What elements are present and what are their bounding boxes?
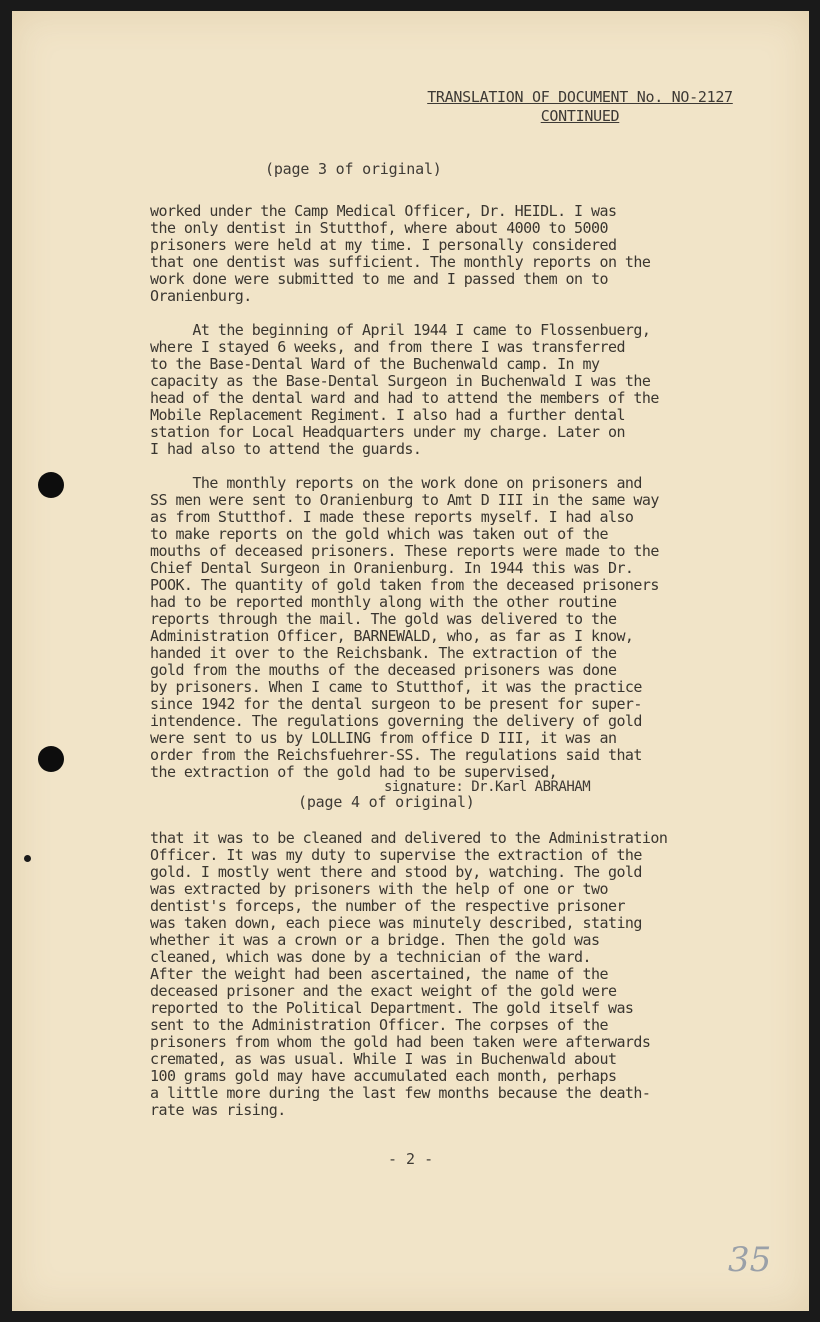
text-line: Chief Dental Surgeon in Oranienburg. In 1944 this was Dr. bbox=[150, 559, 634, 577]
text-line: a little more during the last few months because the death- bbox=[150, 1084, 651, 1102]
document-subtitle: CONTINUED bbox=[540, 107, 620, 125]
text-line: were sent to us by LOLLING from office D III, it was an bbox=[150, 729, 617, 747]
text-line: gold. I mostly went there and stood by, watching. The gold bbox=[150, 863, 642, 881]
document-heading bbox=[385, 88, 775, 126]
text-line: intendence. The regulations governing the delivery of gold bbox=[150, 712, 642, 730]
text-line: head of the dental ward and had to attend the members of the bbox=[150, 389, 659, 407]
text-line: reported to the Political Department. The gold itself was bbox=[150, 999, 634, 1017]
document-title: TRANSLATION OF DOCUMENT No. NO-2127 bbox=[427, 88, 733, 106]
text-line: prisoners were held at my time. I personally considered bbox=[150, 236, 617, 254]
text-line: was extracted by prisoners with the help of one or two bbox=[150, 880, 608, 898]
text-line: The monthly reports on the work done on prisoners and bbox=[150, 474, 642, 492]
text-line: I had also to attend the guards. bbox=[150, 440, 422, 458]
page-number: - 2 - bbox=[388, 1150, 434, 1168]
text-line: gold from the mouths of the deceased prisoners was done bbox=[150, 661, 617, 679]
text-line: After the weight had been ascertained, the name of the bbox=[150, 965, 608, 983]
paragraph-3 bbox=[150, 475, 790, 781]
page-reference-3: (page 3 of original) bbox=[265, 160, 442, 178]
text-line: that it was to be cleaned and delivered to the Administration bbox=[150, 829, 668, 847]
text-line: to the Base-Dental Ward of the Buchenwald camp. In my bbox=[150, 355, 600, 373]
text-line: that one dentist was sufficient. The monthly reports on the bbox=[150, 253, 651, 271]
text-line: 100 grams gold may have accumulated each month, perhaps bbox=[150, 1067, 617, 1085]
text-line: as from Stutthof. I made these reports myself. I had also bbox=[150, 508, 634, 526]
text-line: Administration Officer, BARNEWALD, who, as far as I know, bbox=[150, 627, 634, 645]
text-line: was taken down, each piece was minutely described, stating bbox=[150, 914, 642, 932]
text-line: cremated, as was usual. While I was in Buchenwald about bbox=[150, 1050, 617, 1068]
punch-hole-bottom bbox=[38, 746, 64, 772]
text-line: At the beginning of April 1944 I came to Flossenbuerg, bbox=[150, 321, 651, 339]
page-reference-4: (page 4 of original) bbox=[298, 793, 475, 811]
text-line: reports through the mail. The gold was delivered to the bbox=[150, 610, 617, 628]
ink-speck bbox=[24, 855, 31, 862]
text-line: mouths of deceased prisoners. These reports were made to the bbox=[150, 542, 659, 560]
handwritten-folio-number: 35 bbox=[728, 1240, 772, 1280]
text-line: whether it was a crown or a bridge. Then the gold was bbox=[150, 931, 600, 949]
text-line: capacity as the Base-Dental Surgeon in Buchenwald I was the bbox=[150, 372, 651, 390]
text-line: worked under the Camp Medical Officer, Dr. HEIDL. I was bbox=[150, 202, 617, 220]
text-line: dentist's forceps, the number of the respective prisoner bbox=[150, 897, 625, 915]
text-line: deceased prisoner and the exact weight of the gold were bbox=[150, 982, 617, 1000]
text-line: Mobile Replacement Regiment. I also had a further dental bbox=[150, 406, 625, 424]
text-line: handed it over to the Reichsbank. The extraction of the bbox=[150, 644, 617, 662]
paragraph-4 bbox=[150, 830, 790, 1119]
text-line: POOK. The quantity of gold taken from the deceased prisoners bbox=[150, 576, 659, 594]
text-line: where I stayed 6 weeks, and from there I was transferred bbox=[150, 338, 625, 356]
text-line: Oranienburg. bbox=[150, 287, 252, 305]
text-line: the only dentist in Stutthof, where about 4000 to 5000 bbox=[150, 219, 608, 237]
text-line: cleaned, which was done by a technician of the ward. bbox=[150, 948, 592, 966]
text-line: rate was rising. bbox=[150, 1101, 286, 1119]
text-line: to make reports on the gold which was taken out of the bbox=[150, 525, 608, 543]
text-line: by prisoners. When I came to Stutthof, it was the practice bbox=[150, 678, 642, 696]
text-line: station for Local Headquarters under my charge. Later on bbox=[150, 423, 625, 441]
paragraph-1 bbox=[150, 203, 790, 305]
punch-hole-top bbox=[38, 472, 64, 498]
text-line: prisoners from whom the gold had been taken were afterwards bbox=[150, 1033, 651, 1051]
paragraph-2 bbox=[150, 322, 790, 458]
text-line: Officer. It was my duty to supervise the extraction of the bbox=[150, 846, 642, 864]
text-line: had to be reported monthly along with the other routine bbox=[150, 593, 617, 611]
text-line: order from the Reichsfuehrer-SS. The regulations said that bbox=[150, 746, 642, 764]
text-line: since 1942 for the dental surgeon to be present for super- bbox=[150, 695, 642, 713]
text-line: sent to the Administration Officer. The corpses of the bbox=[150, 1016, 608, 1034]
text-line: the extraction of the gold had to be supervised, bbox=[150, 763, 558, 781]
text-line: work done were submitted to me and I passed them on to bbox=[150, 270, 608, 288]
signature-line: signature: Dr.Karl ABRAHAM bbox=[384, 779, 591, 795]
text-line: SS men were sent to Oranienburg to Amt D III in the same way bbox=[150, 491, 659, 509]
